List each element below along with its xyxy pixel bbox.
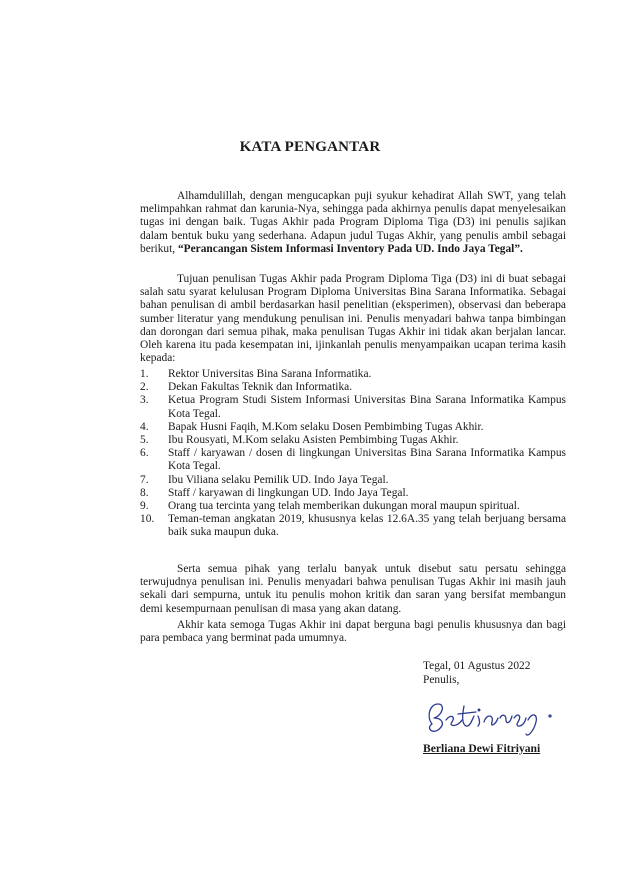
list-item-text: Ketua Program Studi Sistem Informasi Universitas Bina Sarana Informatika Kampus Kota Tegal. xyxy=(168,394,566,420)
list-item-number: 1. xyxy=(140,368,149,380)
list-item-number: 4. xyxy=(140,420,149,433)
paragraph-closing-text: Akhir kata semoga Tugas Akhir ini dapat berguna bagi penulis khususnya dan bagi para pembaca yang berminat pada umumnya. xyxy=(140,619,566,645)
thanks-list xyxy=(140,368,566,540)
list-item-number: 7. xyxy=(140,473,149,486)
list-item xyxy=(140,447,566,473)
list-item xyxy=(140,474,566,487)
list-item-text: Dekan Fakultas Teknik dan Informatika. xyxy=(168,381,353,394)
paragraph-purpose xyxy=(140,273,566,365)
list-item-number: 6. xyxy=(140,447,149,460)
paragraph-acknowledgement-text: Serta semua pihak yang terlalu banyak untuk disebut satu persatu sehingga terwujudnya penulisan ini. Penulis menyadari bahwa penulisan Tugas Akhir ini masih jauh sekali dari sempurna, untuk itu penulis mohon kritik dan saran yang bersifat membangun demi kesempurnaan penulisan di masa yang akan datang. xyxy=(140,563,566,615)
list-item-text: Staff / karyawan di lingkungan UD. Indo Jaya Tegal. xyxy=(168,486,409,499)
list-item xyxy=(140,381,566,394)
list-item xyxy=(140,513,566,539)
page-title: KATA PENGANTAR xyxy=(239,139,381,155)
paragraph-closing xyxy=(140,619,566,645)
signer-role: Penulis, xyxy=(423,674,460,686)
list-item xyxy=(140,500,566,513)
list-item-text: Teman-teman angkatan 2019, khususnya kelas 12.6A.35 yang telah berjuang bersama baik suka maupun duka. xyxy=(168,513,566,539)
list-item xyxy=(140,421,566,434)
paragraph-opening xyxy=(140,190,566,256)
author-name: Berliana Dewi Fitriyani xyxy=(423,742,541,755)
signature-image xyxy=(418,694,558,740)
list-item-text: Ibu Viliana selaku Pemilik UD. Indo Jaya Tegal. xyxy=(168,473,389,486)
list-item-text: Orang tua tercinta yang telah memberikan dukungan moral maupun spiritual. xyxy=(168,500,520,513)
list-item xyxy=(140,368,566,381)
list-item xyxy=(140,487,566,500)
list-item-text: Ibu Rousyati, M.Kom selaku Asisten Pembimbing Tugas Akhir. xyxy=(168,434,459,447)
list-item xyxy=(140,394,566,420)
paragraph-opening-text: Alhamdulillah, dengan mengucapkan puji syukur kehadirat Allah SWT, yang telah melimpahkan rahmat dan karunia-Nya, sehingga pada akhirnya penulis dapat menyelesaikan tugas ini dengan baik. Tugas Akhir pada Program Diploma Tiga (D3) ini penulis sajikan dalam bentuk buku yang sederhana. Adapun judul Tugas Akhir, yang penulis ambil sebagai berikut, xyxy=(140,190,566,255)
paragraph-purpose-text: Tujuan penulisan Tugas Akhir pada Program Diploma Tiga (D3) ini di buat sebagai salah satu syarat kelulusan Program Diploma Universitas Bina Sarana Informatika. Sebagai bahan penulisan di ambil berdasarkan hasil penelitian (eksperimen), observasi dan beberapa sumber literatur yang mendukung penulisan ini. Penulis menyadari bahwa tanpa bimbingan dan dorongan dari semua pihak, maka penulisan Tugas Akhir ini tidak akan berjalan lancar. Oleh karena itu pada kesempatan ini, ijinkanlah penulis menyampaikan ucapan terima kasih kepada: xyxy=(140,273,566,365)
paragraph-acknowledgement xyxy=(140,563,566,616)
list-item-text: Bapak Husni Faqih, M.Kom selaku Dosen Pembimbing Tugas Akhir. xyxy=(168,420,484,433)
place-date: Tegal, 01 Agustus 2022 xyxy=(423,660,531,672)
list-item-number: 3. xyxy=(140,394,149,407)
list-item xyxy=(140,434,566,447)
list-item-number: 5. xyxy=(140,434,149,447)
list-item-text: Rektor Universitas Bina Sarana Informatika. xyxy=(168,368,372,380)
list-item-number: 2. xyxy=(140,381,149,394)
list-item-number: 9. xyxy=(140,500,149,513)
thesis-title: “Perancangan Sistem Informasi Inventory Pada UD. Indo Jaya Tegal”. xyxy=(177,242,523,255)
list-item-text: Staff / karyawan / dosen di lingkungan Universitas Bina Sarana Informatika Kampus Kota Tegal. xyxy=(168,447,566,473)
list-item-number: 10. xyxy=(140,513,155,526)
list-item-number: 8. xyxy=(140,486,149,499)
